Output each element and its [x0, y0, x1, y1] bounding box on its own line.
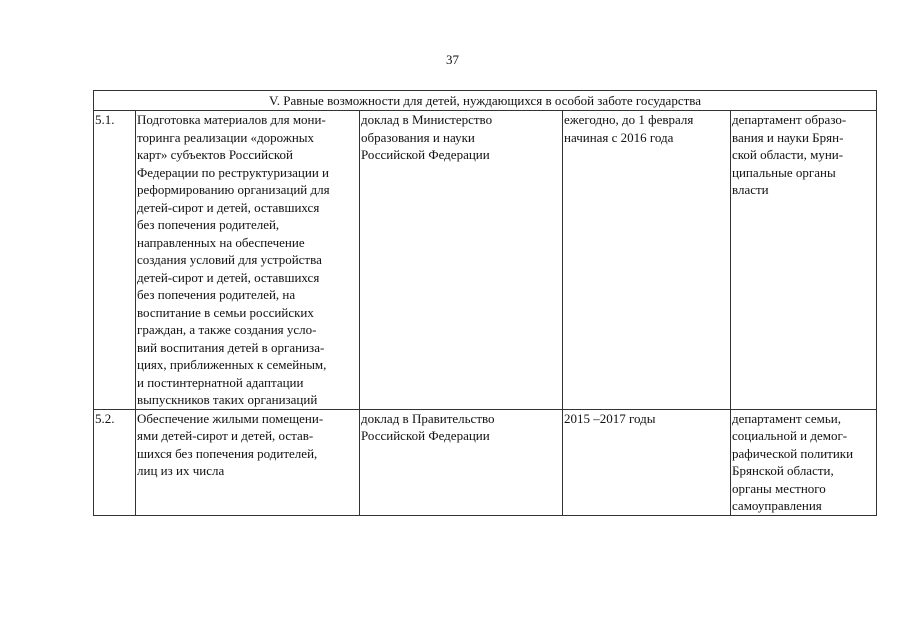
table-row [94, 409, 877, 515]
report-form-cell: доклад в Правительство Российской Федерации [360, 409, 563, 515]
deadline-cell: 2015 –2017 годы [563, 409, 731, 515]
responsible-cell: департамент образо- вания и науки Брян- ской области, муни- ципальные органы власти [731, 111, 877, 410]
table-row [94, 111, 877, 410]
action-cell: Обеспечение жилыми помещени- ями детей-сирот и детей, остав- шихся без попечения родителей, лиц из их числа [136, 409, 360, 515]
action-cell: Подготовка материалов для мони- торинга реализации «дорожных карт» субъектов Российской Федерации по реструктуризации и реформированию организаций для детей-сирот и детей, оставшихся без попечения родителей, направленных на обеспечение создания условий для устройства детей-сирот и детей, оставшихся без попечения родителей, на воспитание в семьи российских граждан, а также создания усло- вий воспитания детей в организа- циях, приближенных к семейным, и постинтернатной адаптации выпускников таких организаций [136, 111, 360, 410]
row-number: 5.2. [94, 409, 136, 515]
section-heading-row [94, 91, 877, 111]
report-form-cell: доклад в Министерство образования и науки Российской Федерации [360, 111, 563, 410]
row-number: 5.1. [94, 111, 136, 410]
responsible-cell: департамент семьи, социальной и демог- рафической политики Брянской области, органы местного самоуправления [731, 409, 877, 515]
section-heading: V. Равные возможности для детей, нуждающихся в особой заботе государства [94, 91, 877, 111]
page-number: 37 [446, 52, 459, 67]
deadline-cell: ежегодно, до 1 февраля начиная с 2016 года [563, 111, 731, 410]
action-plan-table [93, 90, 877, 516]
